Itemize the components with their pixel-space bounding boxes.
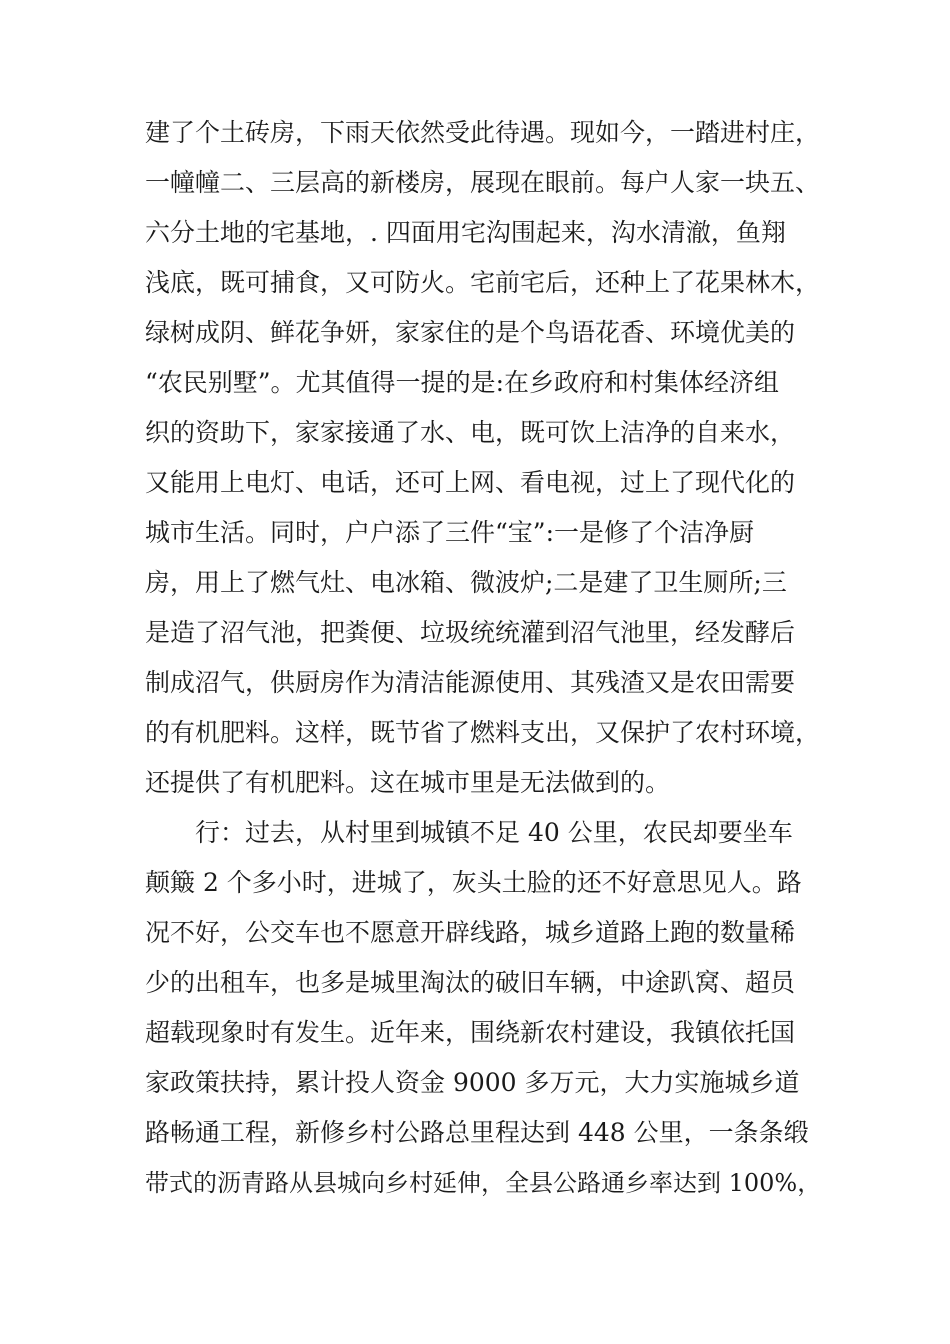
text-line: 带式的沥青路从县城向乡村延伸，全县公路通乡率达到 100%， (145, 1169, 822, 1197)
text-line: 又能用上电灯、电话，还可上网、看电视，过上了现代化的 (145, 468, 796, 497)
text-line: 绿树成阴、鲜花争妍，家家住的是个鸟语花香、环境优美的 (145, 318, 796, 347)
text-line: 一幢幢二、三层高的新楼房，展现在眼前。每户人家一块五、 (145, 168, 821, 197)
text-line: 建了个土砖房，下雨天依然受此待遇。现如今，一踏进村庄， (145, 118, 821, 147)
text-line: 织的资助下，家家接通了水、电，既可饮上洁净的自来水， (145, 418, 796, 447)
text-line: “农民别墅”。尤其值得一提的是:在乡政府和村集体经济组 (145, 368, 779, 397)
text-line: 城市生活。同时，户户添了三件“宝”:一是修了个洁净厨 (145, 518, 754, 547)
text-line: 少的出租车，也多是城里淘汰的破旧车辆，中途趴窝、超员 (145, 968, 796, 997)
text-line: 颠簸 2 个多小时，进城了，灰头土脸的还不好意思见人。路 (145, 868, 802, 897)
text-line: 是造了沼气池，把粪便、垃圾统统灌到沼气池里，经发酵后 (145, 618, 796, 647)
text-line: 超载现象时有发生。近年来，围绕新农村建设，我镇依托国 (145, 1018, 796, 1047)
text-line: 路畅通工程，新修乡村公路总里程达到 448 公里，一条条缎 (145, 1118, 809, 1147)
text-line: 家政策扶持，累计投人资金 9000 多万元，大力实施城乡道 (145, 1068, 800, 1097)
text-line: 房，用上了燃气灶、电冰箱、微波炉;二是建了卫生厕所;三 (145, 568, 787, 597)
text-line: 的有机肥料。这样，既节省了燃料支出，又保护了农村环境， (145, 718, 821, 747)
paragraph-first-line: 行：过去，从村里到城镇不足 40 公里，农民却要坐车 (195, 818, 793, 847)
text-line: 浅底，既可捕食，又可防火。宅前宅后，还种上了花果林木， (145, 268, 821, 297)
text-line: 还提供了有机肥料。这在城市里是无法做到的。 (145, 768, 671, 797)
text-line: 况不好，公交车也不愿意开辟线路，城乡道路上跑的数量稀 (145, 918, 796, 947)
text-line: 制成沼气，供厨房作为清洁能源使用、其残渣又是农田需要 (145, 668, 796, 697)
text-line: 六分土地的宅基地，. 四面用宅沟围起来，沟水清澈，鱼翔 (145, 218, 786, 247)
